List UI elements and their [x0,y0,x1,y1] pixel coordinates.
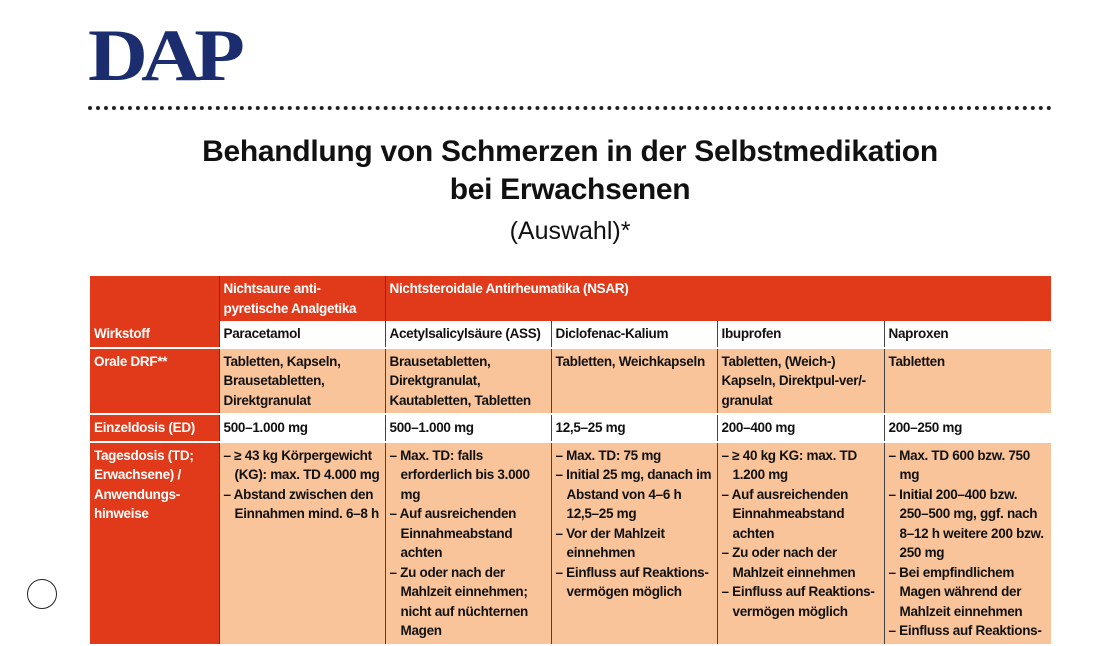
drug-drf: Tabletten, Weichkapseln [551,348,717,415]
drug-ed: 200–250 mg [884,414,1051,442]
drug-notes [551,442,717,645]
drug-name: Acetylsalicylsäure (ASS) [385,321,551,348]
drug-notes [884,442,1051,645]
title-line-2: bei Erwachsenen [449,173,691,206]
list-item: – Einfluss auf Reaktions-vermögen möglich [722,582,880,621]
drug-name: Naproxen [884,321,1051,348]
list-item: – Max. TD: falls erforderlich bis 3.000 mg [390,446,547,505]
list-item: – ≥ 43 kg Körpergewicht (KG): max. TD 4.000 mg [224,446,381,485]
table-row-ed [90,414,1051,442]
list-item: – Bei empfindlichem Magen während der Mahlzeit einnehmen [889,563,1048,622]
drug-notes [385,442,551,645]
medication-table [90,276,1051,646]
drug-ed: 12,5–25 mg [551,414,717,442]
drug-drf: Tabletten, (Weich-) Kapseln, Direktpul-ver/-granulat [717,348,884,415]
list-item: – Zu oder nach der Mahlzeit einnehmen [722,543,880,582]
table-row-td [90,442,1051,645]
group-header-nsar: Nichtsteroidale Antirheumatika (NSAR) [385,276,1051,321]
drug-name: Paracetamol [219,321,385,348]
list-item: – Max. TD 600 bzw. 750 mg [889,446,1048,485]
list-item: – Initial 200–400 bzw. 250–500 mg, ggf. nach 8–12 h weitere 200 bzw. 250 mg [889,485,1048,563]
list-item: – Max. TD: 75 mg [556,446,713,466]
list-item: – Abstand zwischen den Einnahmen mind. 6–8 h [224,485,381,524]
table-row-drf [90,348,1051,415]
drug-name: Ibuprofen [717,321,884,348]
list-item: – ≥ 40 kg KG: max. TD 1.200 mg [722,446,880,485]
header-corner [90,276,219,321]
drug-drf: Tabletten, Kapseln, Brausetabletten, Direktgranulat [219,348,385,415]
drug-name: Diclofenac-Kalium [551,321,717,348]
drug-notes [219,442,385,645]
page-subtitle: (Auswahl)* [509,217,631,245]
dotted-divider [88,106,1052,110]
drug-drf: Tabletten [884,348,1051,415]
drug-ed: 200–400 mg [717,414,884,442]
list-item: – Einfluss auf Reaktions- [889,621,1048,641]
list-item: – Einfluss auf Reaktions-vermögen möglich [556,563,713,602]
title-line-1: Behandlung von Schmerzen in der Selbstmedikation [202,135,938,168]
list-item: – Vor der Mahlzeit einnehmen [556,524,713,563]
dap-logo: DAP [88,15,239,97]
drug-drf: Brausetabletten, Direktgranulat, Kautabletten, Tabletten [385,348,551,415]
list-item: – Auf ausreichenden Einnahmeabstand achten [722,485,880,544]
table-row-wirkstoff [90,321,1051,348]
drug-ed: 500–1.000 mg [385,414,551,442]
row-label-td: Tagesdosis (TD; Erwachsene) / Anwendungs-hinweise [90,442,219,645]
row-label-wirkstoff: Wirkstoff [90,321,219,348]
drug-ed: 500–1.000 mg [219,414,385,442]
row-label-ed: Einzeldosis (ED) [90,414,219,442]
row-label-drf: Orale DRF** [90,348,219,415]
list-item: – Initial 25 mg, danach im Abstand von 4–6 h 12,5–25 mg [556,465,713,524]
drug-notes [717,442,884,645]
list-item: – Auf ausreichenden Einnahmeabstand achten [390,504,547,563]
group-header-nonacid: Nichtsaure anti-pyretische Analgetika [219,276,385,321]
page-title [0,133,1100,209]
list-item: – Zu oder nach der Mahlzeit einnehmen; nicht auf nüchternen Magen [390,563,547,641]
circle-button[interactable] [27,579,57,609]
group-header-row [90,276,1051,321]
